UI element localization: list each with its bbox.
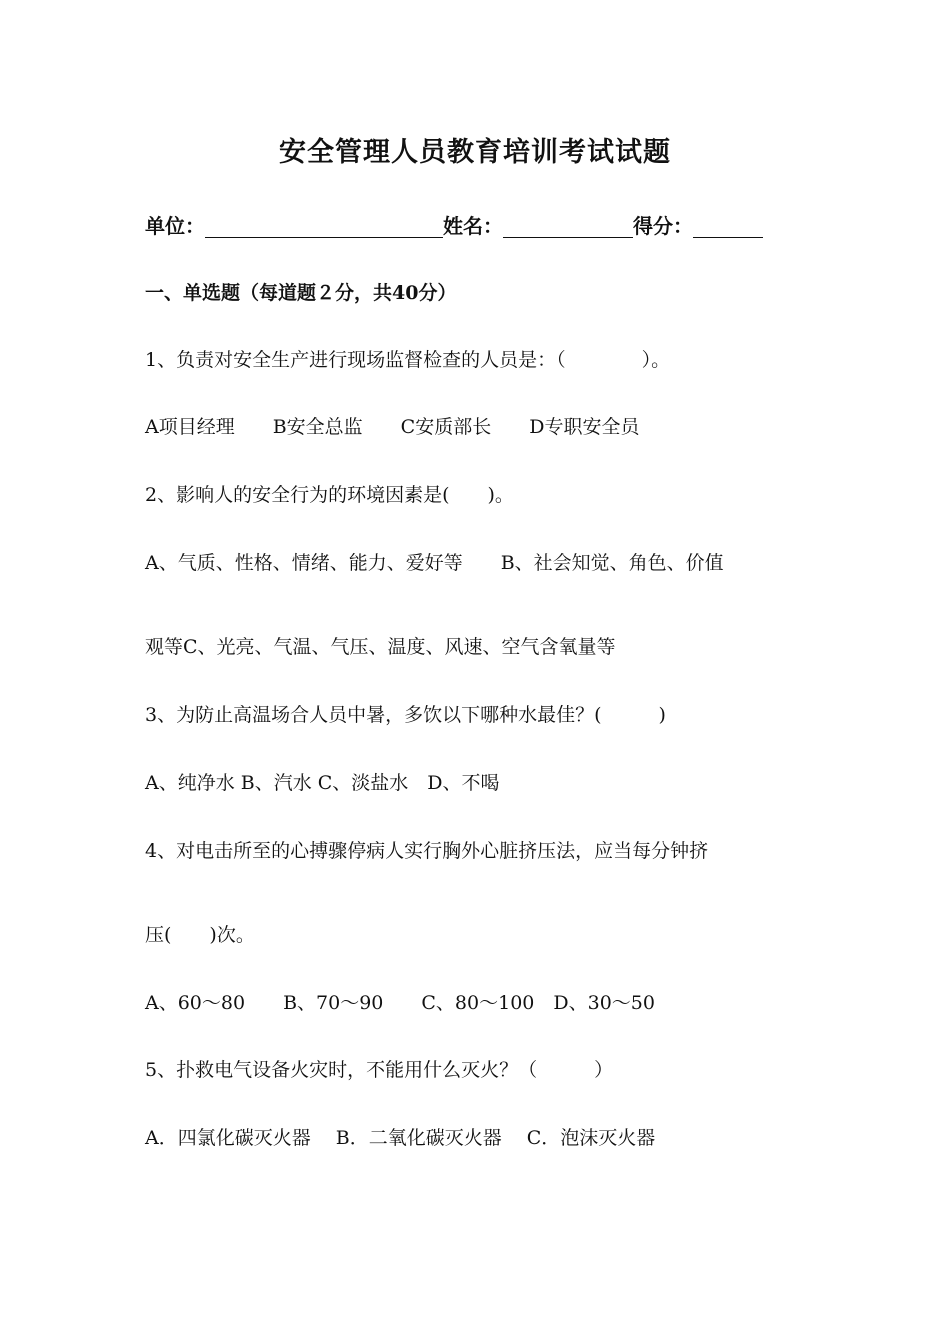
page-title: 安全管理人员教育培训考试试题 — [279, 137, 671, 168]
question-2-options-line2: 观等C、光亮、气温、气压、温度、风速、空气含氧量等 — [145, 636, 616, 658]
question-3: 3、为防止高温场合人员中暑，多饮以下哪种水最佳？( ) — [145, 704, 666, 726]
question-5-options: A．四氯化碳灭火器 B．二氧化碳灭火器 C．泡沫灭火器 — [145, 1127, 656, 1149]
score-label: 得分： — [633, 214, 693, 238]
question-3-options: A、纯净水 B、汽水 C、淡盐水 D、不喝 — [145, 772, 500, 794]
question-4-options: A、60～80 B、70～90 C、80～100 D、30～50 — [145, 992, 655, 1014]
question-4-line2: 压( )次。 — [145, 924, 255, 946]
unit-blank[interactable] — [205, 211, 443, 238]
question-5: 5、扑救电气设备火灾时，不能用什么灭火？（ ） — [145, 1059, 614, 1081]
name-label: 姓名： — [443, 214, 503, 238]
question-2-options-line1: A、气质、性格、情绪、能力、爱好等 B、社会知觉、角色、价值 — [145, 552, 724, 574]
header-fields — [145, 208, 763, 240]
question-4-line1: 4、对电击所至的心搏骤停病人实行胸外心脏挤压法，应当每分钟挤 — [145, 840, 709, 862]
question-1: 1、负责对安全生产进行现场监督检查的人员是：（ ）。 — [145, 349, 671, 371]
question-1-options: A项目经理 B安全总监 C安质部长 D专职安全员 — [145, 416, 640, 438]
unit-label: 单位： — [145, 214, 205, 238]
section-heading: 一、单选题（每道题２分，共40分） — [145, 282, 457, 304]
name-blank[interactable] — [503, 211, 633, 238]
question-2: 2、影响人的安全行为的环境因素是( )。 — [145, 484, 514, 506]
score-blank[interactable] — [693, 211, 763, 238]
